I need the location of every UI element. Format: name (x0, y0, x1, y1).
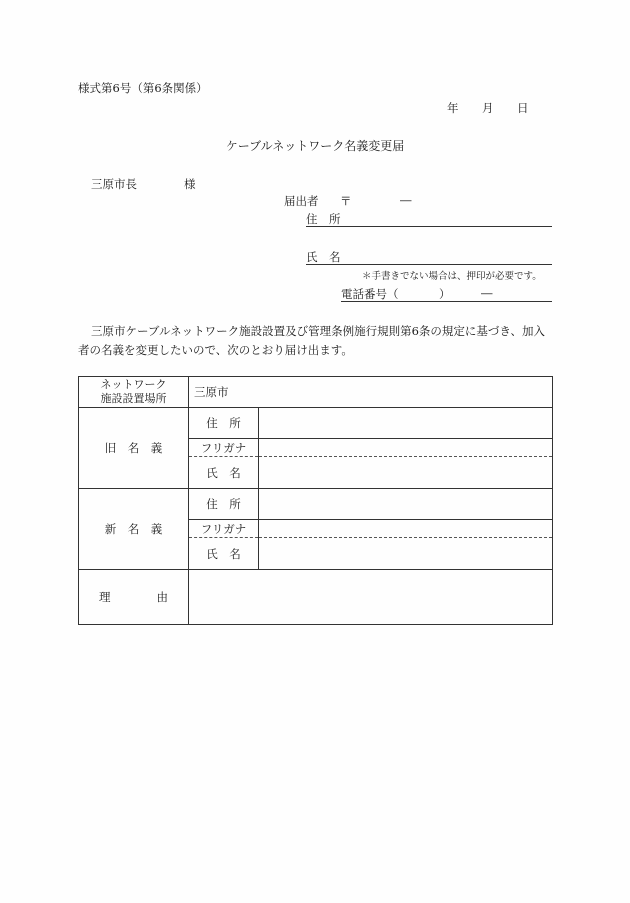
table-row (79, 489, 553, 520)
seal-note: ＊手書きでない場合は、押印が必要です。 (362, 271, 542, 282)
location-label-cell (79, 377, 189, 408)
location-value: 三原市 (194, 385, 229, 399)
applicant-name-label: 氏 名 (306, 250, 341, 264)
location-value-cell[interactable] (189, 377, 553, 408)
postal-mark: 〒 (340, 194, 352, 208)
phone-dash: ― (481, 286, 493, 300)
new-furigana-label-cell (189, 520, 259, 538)
reason-label-cell (79, 570, 189, 625)
old-name-field[interactable] (259, 457, 553, 489)
phone-close: ） (439, 287, 451, 301)
old-name-label-cell (79, 408, 189, 489)
new-name-label-cell (79, 489, 189, 570)
body-text-line-2: 者の名義を変更したいので、次のとおり届け出ます。 (78, 343, 353, 357)
applicant-name-line[interactable] (306, 264, 552, 265)
old-address-field[interactable] (259, 408, 553, 439)
date-year: 年 (447, 101, 459, 115)
body-text-line-1: 三原市ケーブルネットワーク施設設置及び管理条例施行規則第6条の規定に基づき、加入 (91, 324, 545, 338)
reason-label: 理 由 (99, 590, 168, 604)
form-table (78, 376, 553, 625)
new-furigana-field[interactable] (259, 520, 553, 538)
form-number: 様式第6号（第6条関係） (78, 81, 208, 95)
new-address-label: 住 所 (206, 497, 241, 511)
date-day: 日 (517, 101, 529, 115)
new-name-label: 新 名 義 (104, 522, 163, 536)
table-row (79, 408, 553, 439)
old-name-label: 旧 名 義 (104, 441, 163, 455)
table-row (79, 570, 553, 625)
old-name-field-label-cell (189, 457, 259, 489)
phone-line[interactable] (341, 301, 552, 302)
new-address-label-cell (189, 489, 259, 520)
old-furigana-label: フリガナ (200, 440, 247, 455)
phone-label: 電話番号（ (341, 287, 399, 301)
new-address-field[interactable] (259, 489, 553, 520)
addressee-name: 三原市長 (91, 177, 137, 191)
new-name-field-label-cell (189, 538, 259, 570)
new-name-field-label: 氏 名 (206, 546, 241, 561)
old-furigana-field[interactable] (259, 439, 553, 457)
addressee-honorific: 様 (184, 177, 196, 191)
postal-dash: ― (400, 193, 412, 207)
applicant-address-label: 住 所 (306, 212, 341, 226)
table-row (79, 377, 553, 408)
applicant-label: 届出者 (284, 194, 319, 208)
date-month: 月 (482, 101, 494, 115)
new-name-field[interactable] (259, 538, 553, 570)
old-address-label-cell (189, 408, 259, 439)
old-name-field-label: 氏 名 (206, 465, 241, 480)
applicant-address-line[interactable] (306, 226, 552, 227)
location-label-2: 施設設置場所 (100, 392, 167, 405)
old-furigana-label-cell (189, 439, 259, 457)
old-address-label: 住 所 (206, 416, 241, 430)
document-title: ケーブルネットワーク名義変更届 (225, 139, 405, 153)
new-furigana-label: フリガナ (200, 521, 247, 536)
location-label-1: ネットワーク (100, 378, 167, 391)
reason-field[interactable] (189, 570, 553, 625)
